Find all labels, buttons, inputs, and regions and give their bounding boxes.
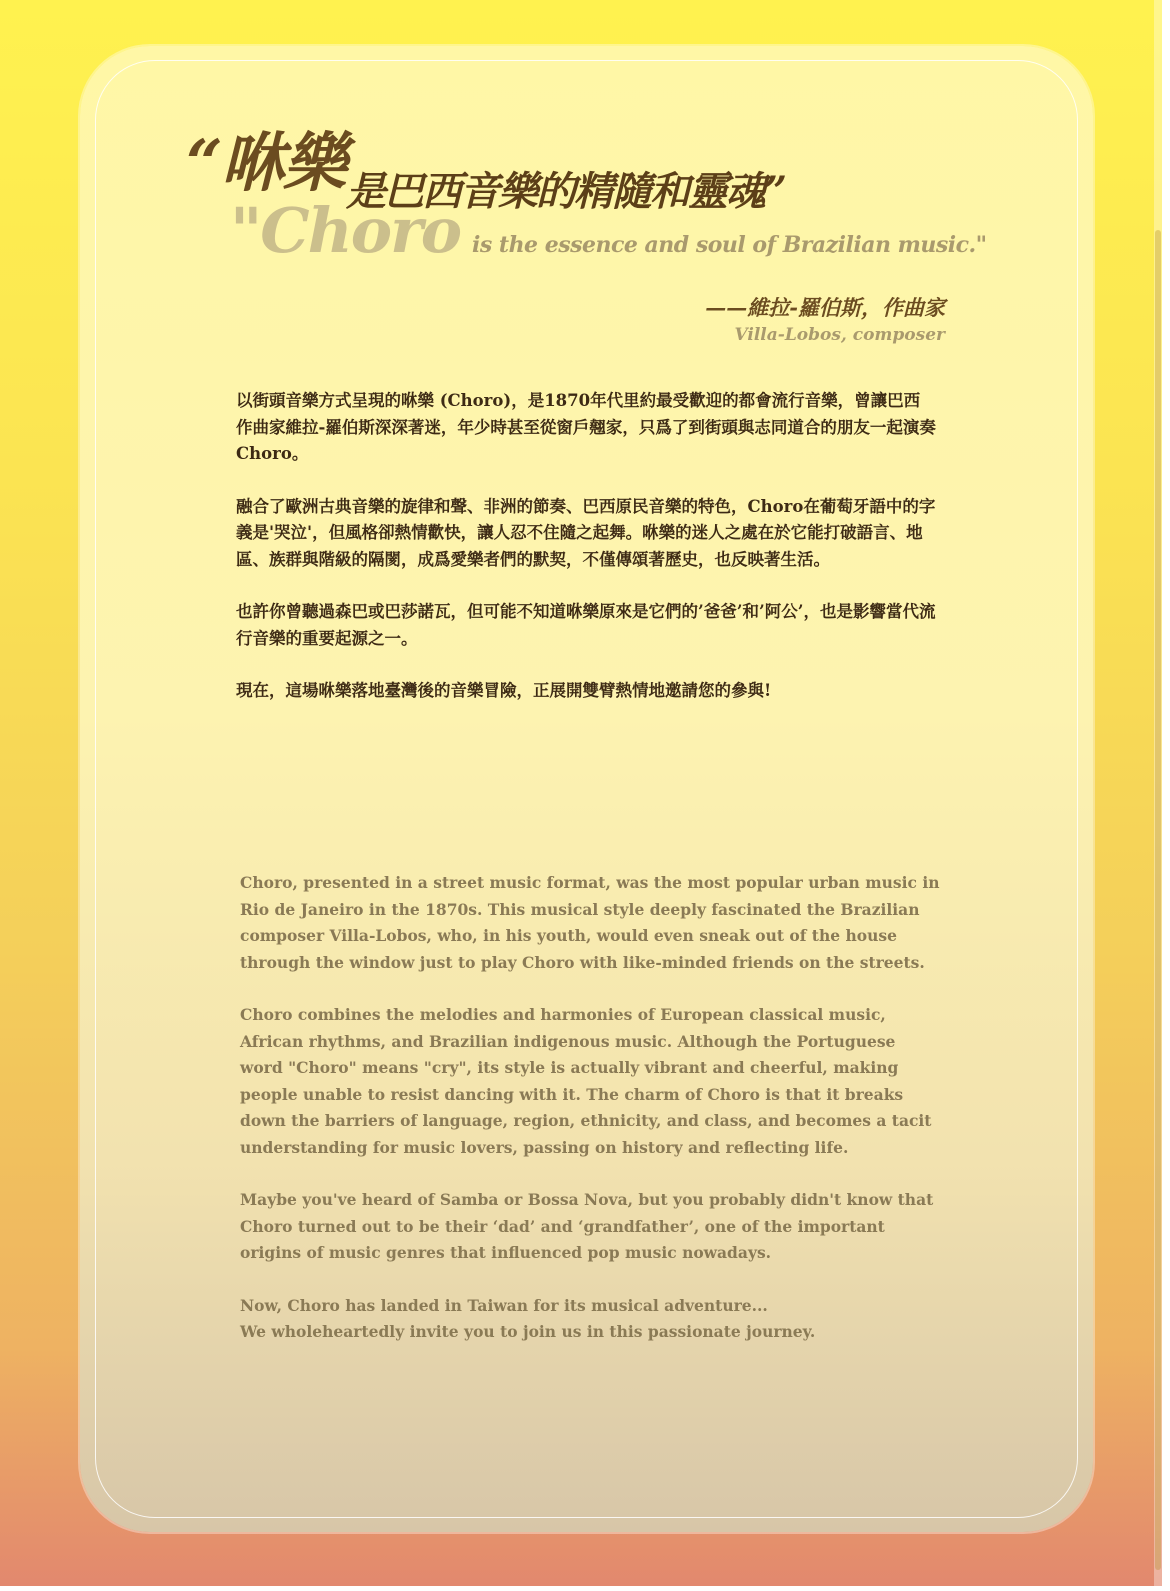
- en-paragraph: Maybe you've heard of Samba or Bossa Nova, but you probably didn't know that Choro turned out to be their ‘dad’ and ‘grandfather’, one of the important origins of music genres that influenced pop music nowadays.: [240, 1190, 934, 1262]
- zh-paragraph: 以街頭音樂方式呈現的咻樂 (Choro)，是1870年代里約最受歡迎的都會流行音樂，曾讓巴西作曲家維拉-羅伯斯深深著迷，年少時甚至從窗戶翹家，只爲了到街頭與志同道合的朋友一起演奏Choro。: [236, 391, 936, 463]
- en-closing-line: Now, Choro has landed in Taiwan for its musical adventure...: [240, 1295, 768, 1315]
- attribution-en: Villa-Lobos, composer: [734, 325, 945, 345]
- quote-en-rest: is the essence and soul of Brazilian music.": [472, 232, 987, 258]
- en-body: [240, 870, 940, 1372]
- en-paragraph: Choro combines the melodies and harmonies of European classical music, African rhythms, and Brazilian indigenous music. Although the Portuguese word "Choro" means "cry", its style is actually vibrant and cheerful, making people unable to resist dancing with it. The charm of Choro is that it breaks down the barriers of language, region, ethnicity, and class, and becomes a tacit understanding for music lovers, passing on history and reflecting life.: [240, 1005, 932, 1157]
- en-closing-line: We wholeheartedly invite you to join us in this passionate journey.: [240, 1322, 816, 1341]
- attribution-zh: ——維拉-羅伯斯，作曲家: [705, 295, 945, 320]
- quote-en-big: "Choro: [230, 194, 461, 267]
- en-closing: [240, 1293, 940, 1346]
- zh-paragraph: 也許你曾聽過森巴或巴莎諾瓦，但可能不知道咻樂原來是它們的’爸爸’和’阿公’，也是影響當代流行音樂的重要起源之一。: [236, 602, 936, 648]
- zh-paragraph: 現在，這場咻樂落地臺灣後的音樂冒險，正展開雙臂熱情地邀請您的參與!: [236, 681, 772, 700]
- quote-zh-part2: 是巴西音樂的精隨和靈魂”: [346, 168, 786, 215]
- zh-body: [236, 388, 936, 731]
- en-paragraph: Choro, presented in a street music format, was the most popular urban music in Rio de Janeiro in the 1870s. This musical style deeply fascinated the Brazilian composer Villa-Lobos, who, in his youth, would even sneak out of the house through the window just to play Choro with like-minded friends on the streets.: [240, 873, 940, 972]
- scrollbar-track[interactable]: [1154, 0, 1162, 1586]
- zh-paragraph: 融合了歐洲古典音樂的旋律和聲、非洲的節奏、巴西原民音樂的特色，Choro在葡萄牙語中的字義是'哭泣'，但風格卻熱情歡快，讓人忍不住隨之起舞。咻樂的迷人之處在於它能打破語言、地區、族群與階級的隔閡，成爲愛樂者們的默契，不僅傳頌著歷史，也反映著生活。: [236, 496, 936, 569]
- quote-zh-part1: “咻樂: [186, 126, 345, 201]
- scrollbar-thumb[interactable]: [1155, 230, 1161, 1570]
